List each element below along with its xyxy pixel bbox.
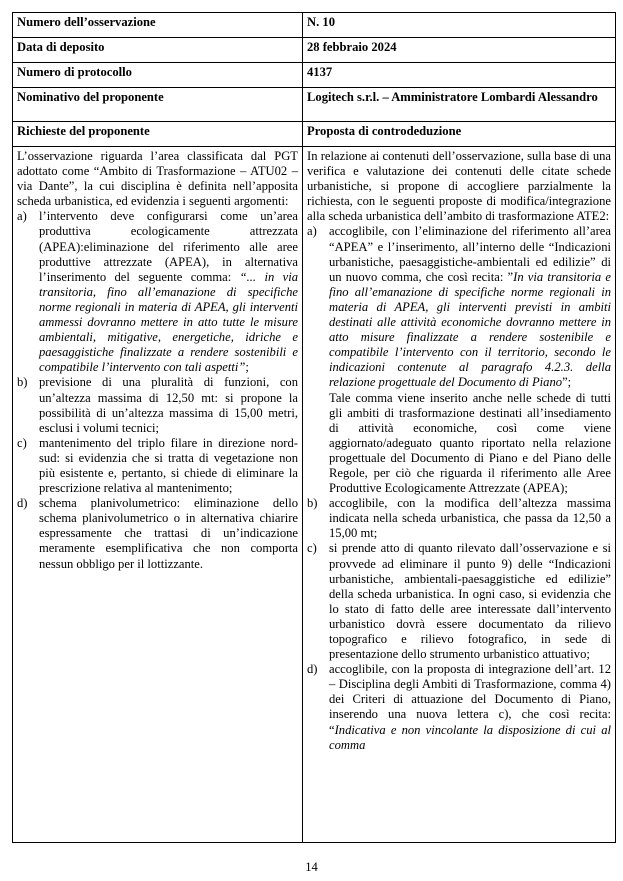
proposal-item-a: [307, 224, 611, 496]
request-item-a: [17, 209, 298, 375]
proponent-name-value: Logitech s.r.l. – Amministratore Lombardi Alessandro: [303, 88, 616, 122]
request-item-a-marker: a): [17, 209, 27, 224]
request-item-a-end: ;: [245, 360, 249, 375]
request-item-a-body: l’intervento deve configurarsi come un’area produttiva ecologicamente attrezzata (APEA):eliminazione del riferimento alle aree produttive attrezzate (APEA), in alternativa l’inserimento del seguente comma:: [39, 209, 298, 284]
request-item-b: [17, 375, 298, 435]
proposal-item-b-text: accoglibile, con la modifica dell’altezza massima indicata nella scheda urbanistica, che passa da 12,50 a 15,00 mt;: [329, 496, 611, 541]
request-item-b-text: previsione di una pluralità di funzioni, con un’altezza massima di 12,50 mt: si propone la possibilità di un’altezza massima di 15,00 metri, esclusi i volumi tecnici;: [39, 375, 298, 435]
proposal-item-c: [307, 541, 611, 662]
deposit-date-value: 28 febbraio 2024: [303, 38, 616, 63]
row-proponent-name: [13, 88, 616, 122]
request-item-d: [17, 496, 298, 571]
proposal-item-a-extra: Tale comma viene inserito anche nelle schede di tutti gli ambiti di trasformazione destinati all’insediamento di attività economiche, così come viene aggiornato/adeguato quanto riportato nella relazione progettuale del Documento di Piano e del Piano delle Regole, per ciò che riguarda il riferimento alle Aree Produttive Ecologicamente Attrezzate (APEA);: [329, 390, 611, 496]
proposal-item-b: [307, 496, 611, 541]
proposal-item-b-marker: b): [307, 496, 318, 511]
protocol-number-value: 4137: [303, 63, 616, 88]
requests-cell: [13, 147, 303, 843]
proposal-item-a-quote: In via transitoria e fino all’emanazione di specifiche norme regionali in materia di APEA, gli interventi previsti in ambiti destinati alle attività economiche dovranno mettere in atto misure finalizzate a rendere sostenibile e compatibile l’intervento con il territorio, secondo le indicazioni contenute al paragrafo 4.2.3. della relazione progettuale del Documento di Piano: [329, 269, 611, 390]
protocol-number-label: Numero di protocollo: [13, 63, 303, 88]
request-item-c-text: mantenimento del triplo filare in direzione nord-sud: si evidenzia che si tratta di vegetazione non più esistente e, pertanto, si chiede di eliminare la prescrizione relativa al mantenimento;: [39, 435, 298, 496]
counterdeduction-cell: [303, 147, 616, 843]
observation-number-value: N. 10: [303, 13, 616, 38]
observation-table: [12, 12, 616, 843]
request-item-a-text: [39, 209, 298, 375]
proposal-item-a-paragraph: [329, 224, 611, 390]
request-item-c: [17, 436, 298, 496]
deposit-date-label: Data di deposito: [13, 38, 303, 63]
proposal-item-a-body: accoglibile, con l’eliminazione del riferimento all’area “APEA” e l’inserimento, all’interno delle “Indicazioni urbanistiche, paesaggistiche-ambientali ed edilizie” di un nuovo comma, che così recita: ”: [329, 224, 611, 284]
row-body: [13, 147, 616, 843]
proposal-item-a-content: [329, 224, 611, 496]
proposal-item-c-marker: c): [307, 541, 317, 556]
proposal-item-c-text: si prende atto di quanto rilevato dall’osservazione e si provvede ad eliminare il punto 9) delle “Indicazioni urbanistiche, ambientali-paesaggistiche ed edilizie” della scheda urbanistica. In ogni caso, si evidenzia che lo stato di fatto delle aree interessate dall’intervento urbanistico dovrà essere documentato da rilievo topografico e rilievo fotografico, in sede di presentazione dello strumento urbanistico attuativo;: [329, 541, 611, 662]
request-item-b-marker: b): [17, 375, 28, 390]
proposal-item-d-marker: d): [307, 662, 318, 677]
page-number: 14: [305, 860, 318, 874]
proposal-item-a-marker: a): [307, 224, 317, 239]
row-deposit-date: [13, 38, 616, 63]
proponent-name-label: Nominativo del proponente: [13, 88, 303, 122]
request-item-d-text: schema planivolumetrico: eliminazione dello schema planivolumetrico o in alternativa chiarire espressamente che trattasi di un’indicazione meramente esemplificativa che non comporta nessun obbligo per il lottizzante.: [39, 496, 298, 571]
requests-heading: Richieste del proponente: [13, 122, 303, 147]
proposal-item-d-text: [329, 662, 611, 753]
counterdeduction-heading: Proposta di controdeduzione: [303, 122, 616, 147]
proposal-item-d: [307, 662, 611, 753]
counterdeduction-intro: In relazione ai contenuti dell’osservazione, sulla base di una verifica e valutazione dei contenuti delle citate schede urbanistiche, si propone di accogliere parzialmente la richiesta, con le seguenti proposte di modifica/integrazione alla scheda urbanistica dell’ambito di trasformazione ATE2:: [307, 149, 611, 224]
request-item-c-marker: c): [17, 435, 27, 450]
proposal-item-d-body: accoglibile, con la proposta di integrazione dell’art. 12 – Disciplina degli Ambiti di Trasformazione, comma 4) dei Criteri di attuazione del Documento di Piano, inserendo una nuova lettera c), che così recita: “: [329, 662, 611, 737]
request-item-d-marker: d): [17, 496, 28, 511]
row-column-headings: [13, 122, 616, 147]
row-protocol-number: [13, 63, 616, 88]
request-item-a-quote: “... in via transitoria, fino all’emanazione di specifiche norme regionali in materia di APEA, gli interventi ammessi dovranno mettere in atto tutte le misure ambientali, mitigative, energetiche, idriche e paesaggistiche finalizzate a rendere sostenibili e compatibile l’intervento con tali aspetti”: [39, 269, 298, 375]
row-observation-number: [13, 13, 616, 38]
observation-number-label: Numero dell’osservazione: [13, 13, 303, 38]
proposal-item-d-quote: Indicativa e non vincolante la disposizione di cui al comma: [329, 722, 611, 752]
proposal-item-a-end: ”;: [562, 375, 572, 390]
requests-intro: L’osservazione riguarda l’area classificata dal PGT adottato come “Ambito di Trasformazione – ATU02 – via Dante”, la cui disciplina è definita nell’apposita scheda urbanistica, ed evidenzia i seguenti argomenti:: [17, 149, 298, 209]
